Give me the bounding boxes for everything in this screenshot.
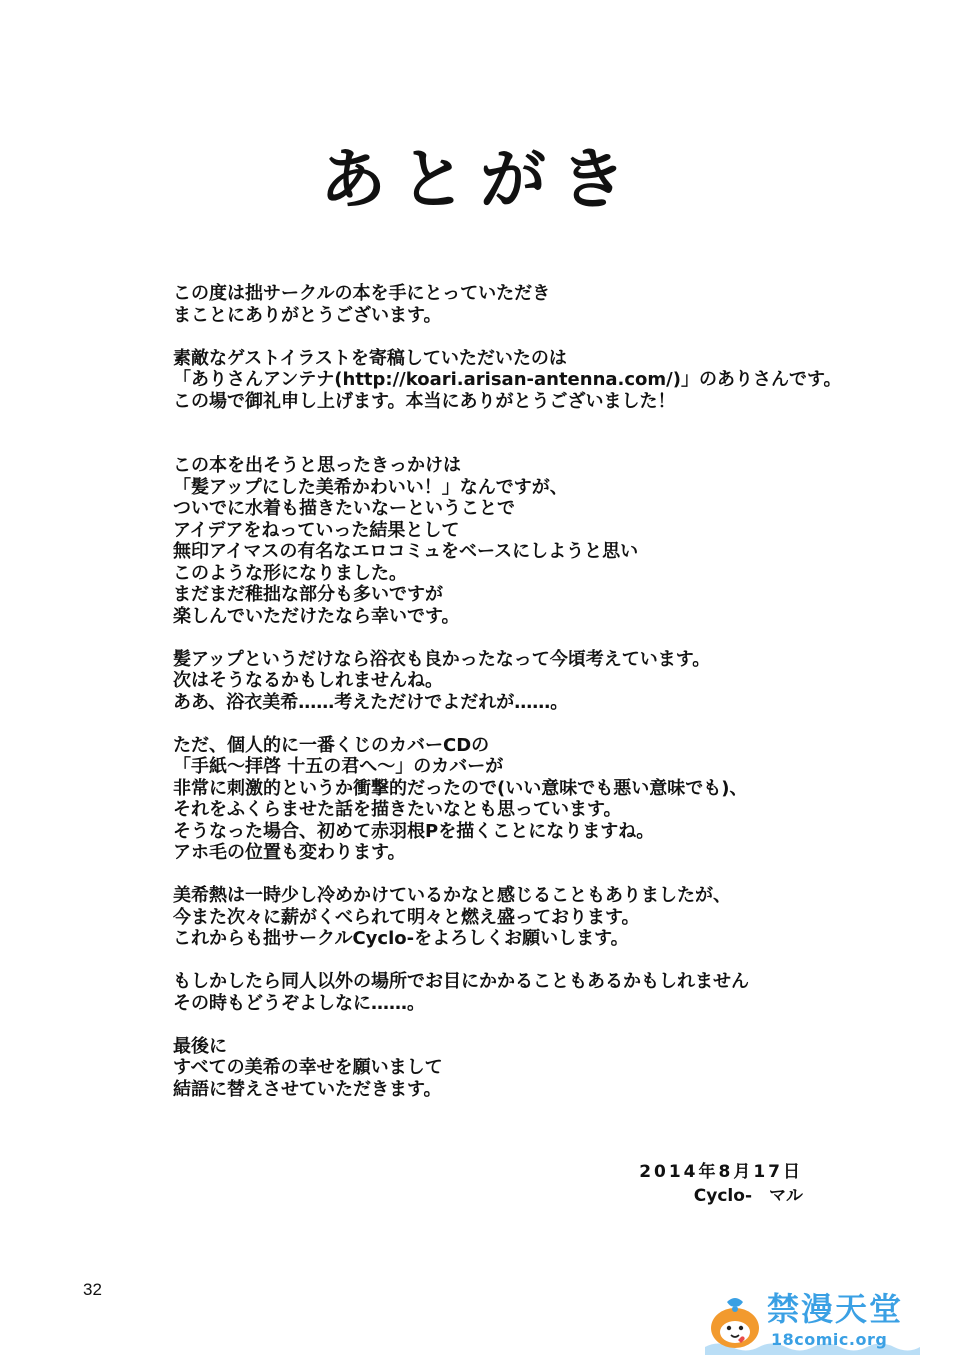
text-line: 「手紙～拝啓 十五の君へ～」のカバーが: [173, 756, 504, 777]
site-watermark: [705, 1290, 920, 1355]
text-line: 素敵なゲストイラストを寄稿していただいたのは: [173, 347, 567, 369]
text-line: 「ありさんアンテナ(http://koari.arisan-antenna.com/)」のありさんです。: [173, 369, 842, 390]
text-line: 美希熱は一時少し冷めかけているかなと感じることもありましたが、: [173, 885, 731, 906]
text-line: この場で御礼申し上げます。本当にありがとうございました！: [173, 390, 676, 412]
text-line: 髪アップというだけなら浴衣も良かったなって今頃考えています。: [173, 648, 711, 670]
text-line: その時もどうぞよしなに……。: [173, 992, 425, 1014]
paragraph-motivation: [173, 455, 873, 627]
signature-date: 2014年8月17日: [639, 1162, 803, 1182]
paragraph-enthusiasm: [173, 885, 873, 950]
text-line: この度は拙サークルの本を手にとっていただき: [173, 283, 551, 304]
text-line: アイデアをねっていった結果として: [173, 519, 460, 541]
text-line: それをふくらませた話を描きたいなとも思っています。: [173, 799, 622, 820]
text-line: まことにありがとうございます。: [173, 304, 442, 326]
text-line: 「髪アップにした美希かわいい！」なんですが、: [173, 476, 568, 498]
whale-mascot-icon: [705, 1292, 765, 1352]
paragraph-cover-cd: [173, 735, 873, 864]
text-line: そうなった場合、初めて赤羽根Pを描くことになりますね。: [173, 820, 655, 842]
page-title: あとがき: [320, 141, 640, 218]
text-line: 次はそうなるかもしれませんね。: [173, 670, 443, 691]
watermark-site-name: 禁漫天堂: [767, 1290, 904, 1328]
signature: [639, 1160, 803, 1208]
paragraph-future: [173, 971, 873, 1014]
signature-author: Cyclo- マル: [693, 1186, 803, 1206]
page-number: 32: [83, 1280, 102, 1299]
text-line: ああ、浴衣美希……考えただけでよだれが……。: [173, 691, 569, 713]
text-line: アホ毛の位置も変わります。: [173, 842, 406, 863]
afterword-body: [173, 283, 873, 1122]
text-line: 最後に: [173, 1035, 227, 1057]
text-line: 無印アイマスの有名なエロコミュをベースにしようと思い: [173, 541, 639, 562]
text-line: 非常に刺激的というか衝撃的だったので(いい意味でも悪い意味でも)、: [173, 777, 748, 799]
text-line: ついでに水着も描きたいなーということで: [173, 498, 515, 519]
paragraph-yukata: [173, 649, 873, 714]
text-line: 結語に替えさせていただきます。: [173, 1078, 442, 1100]
text-line: もしかしたら同人以外の場所でお目にかかることもあるかもしれません: [173, 971, 749, 992]
text-line: 楽しんでいただけたなら幸いです。: [173, 605, 460, 627]
text-line: 今また次々に薪がくべられて明々と燃え盛っております。: [173, 906, 640, 928]
text-line: これからも拙サークルCyclo-をよろしくお願いします。: [173, 928, 629, 949]
watermark-url: 18comic.org: [771, 1330, 888, 1349]
paragraph-guest: [173, 348, 873, 413]
text-line: まだまだ稚拙な部分も多いですが: [173, 584, 443, 605]
paragraph-closing: [173, 1036, 873, 1101]
paragraph-thanks: [173, 283, 873, 326]
text-line: この本を出そうと思ったきっかけは: [173, 455, 461, 476]
text-line: すべての美希の幸せを願いまして: [173, 1057, 443, 1078]
text-line: このような形になりました。: [173, 562, 407, 584]
text-line: ただ、個人的に一番くじのカバーCDの: [173, 734, 490, 756]
